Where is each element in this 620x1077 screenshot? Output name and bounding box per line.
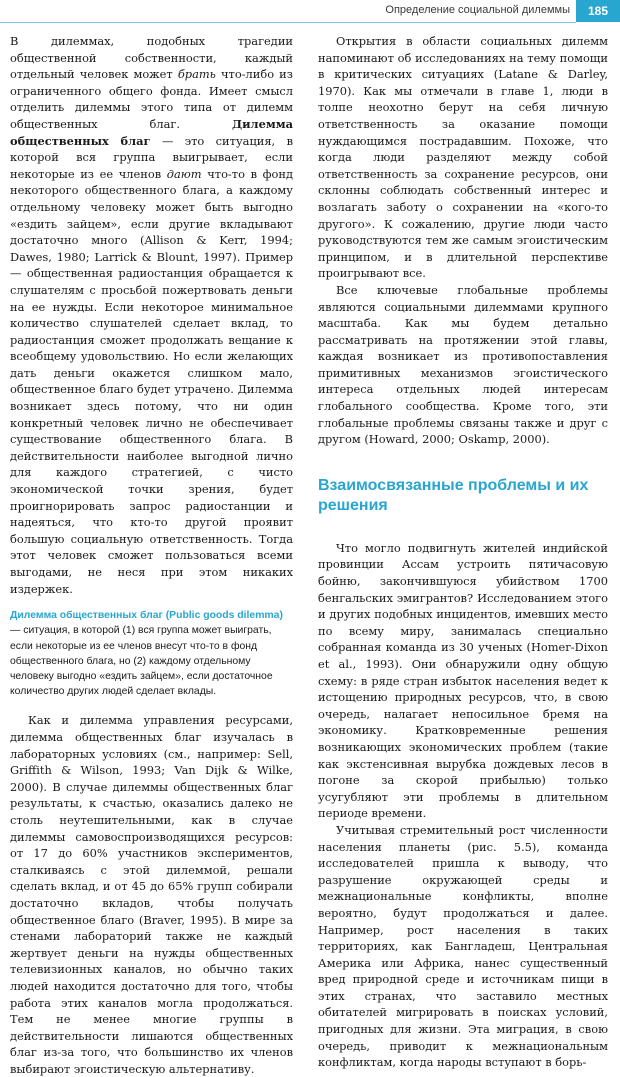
header-divider: [0, 22, 576, 23]
paragraph-helping-research: Открытия в области социальных дилемм напоминают об исследованиях на тему помощи в критических ситуациях (Latane & Darley, 1970). Как мы отмечали в главе 1, люди в толпе неохотно берут на себя личную ответственность за оказание помощи нуждающимся пострадавшим. Похоже, что когда люди разделяют между собой ответственность за сохранение ресурсов, они склонны соблюдать собственный интерес и возлагать заботу о сохранении на «кого-то другого». К сожалению, другие люди часто руководствуются тем же самым эгоистическим принципом, и в длительной перспективе проигрывают все.: [318, 34, 608, 281]
glossary-term: Дилемма общественных благ (Public goods dilemma): [10, 610, 283, 622]
running-header: [0, 0, 620, 24]
paragraph-population-growth: Учитывая стремительный рост численности населения планеты (рис. 5.5), команда исследователей пришла к выводу, что разрушение окружающей среды и межнациональные конфликты, вполне вероятно, будут продолжаться и далее. Например, рост населения в таких территориях, как Бангладеш, Центральная Америка или Африка, нанес существенный вред природной среде и источникам пищи в этих странах, что заставило местных обитателей мигрировать в поисках условий, пригодных для жизни. Эта миграция, в свою очередь, приводит к межнациональным конфликтам, когда народы вступают в борь-: [318, 822, 608, 1070]
glossary-definition-box: [10, 608, 293, 699]
paragraph-assam-case: Что могло подвигнуть жителей индийской провинции Ассам устроить пятичасовую бойню, закончившуюся убийством 1700 бенгальских эмигрантов? Исследованием этого и других подобных инцидентов, имевших место по всему миру, занималась специально собранная команда из 30 ученых (Homer-Dixon et al., 1993). Они обнаружили одну общую схему: в ряде стран избыток населения ведет к истощению природных ресурсов, что, в свою очередь, налагает непосильное бремя на экономику. Кратковременные решения возникающих экономических проблем (такие как экстенсивная вырубка дождевых лесов в погоне за скорой прибылью) только усугубляют эти проблемы в длительном периоде времени.: [318, 540, 608, 821]
paragraph-lab-studies: Как и дилемма управления ресурсами, дилемма общественных благ изучалась в лабораторных условиях (см., например: Sell, Griffith & Wilson, 1993; Van Dijk & Wilke, 2000). В случае дилеммы общественных благ результаты, к счастью, оказались далеко не столь неутешительными, как в случае дилеммы самовоспроизводящихся ресурсов: от 17 до 60% участников экспериментов, сталкиваясь с этой дилеммой, решали сделать вклад, и от 45 до 65% групп собирали достаточно вкладов, чтобы получать общественное благо (Braver, 1995). В мире за стенами лабораторий также не каждый жертвует деньги на нужды общественных телевизионных каналов, но обычно таких людей находится достаточно для того, чтобы работа этих каналов могла продолжаться. Тем не менее многие группы в действительности лишаются общественных благ из-за того, что большинство их членов выбирают эгоистическую альтернативу.: [10, 713, 293, 1076]
page-number-badge: 185: [576, 0, 620, 22]
paragraph-public-goods-intro: В дилеммах, подобных трагедии общественной собственности, каждый отдельный человек может брать что-либо из ограниченного общего фонда. Имеет смысл отделить дилеммы этого типа от дилемм общественных благ. Дилемма общественных благ — это ситуация, в которой вся группа выигрывает, если некоторые из ее членов дают что-то в фонд некоторого общественного блага, а каждому отдельному человеку может быть выгодно «ездить зайцем», если другие вкладывают достаточно много (Allison & Kerr, 1994; Dawes, 1980; Larrick & Blount, 1997). Пример — общественная радиостанция обращается к слушателям с просьбой пожертвовать деньги на ее нужды. Если некоторое минимальное количество слушателей сделает вклад, то радиостанция сможет продолжать вещание к всеобщему удовольствию. Но если желающих дать деньги окажется слишком мало, общественное благо будет утрачено. Дилемма возникает здесь потому, что ни один конкретный человек лично не обеспечивает существование общественного блага. В действительности наиболее выгодной лично для каждого стратегией, с чисто экономической точки зрения, будет проигнорировать запрос радиостанции и надеяться, что кто-то другой проявит большую социальную ответственность. Тогда этот человек сможет пользоваться всеми выгодами, не неся при этом никаких издержек.: [10, 34, 293, 596]
term-public-goods-dilemma: Дилемма общественных благ: [10, 116, 293, 148]
glossary-text: — ситуация, в которой (1) вся группа может выиграть, если некоторые из ее членов внесут что-то в фонд общественного блага, но (2) каждому отдельному человеку выгодно «ездить зайцем», если достаточное количество других людей сделает вклады.: [10, 625, 273, 698]
paragraph-global-problems: Все ключевые глобальные проблемы являются социальными дилеммами крупного масштаба. Как мы будем детально рассматривать на протяжении этой главы, каждая возникает из противопоставления примитивных механизмов эгоистического интереса отдельных людей интересам глобального сообщества. Кроме того, эти глобальные проблемы связаны также и друг с другом (Howard, 2000; Oskamp, 2000).: [318, 282, 608, 447]
left-column: [10, 33, 293, 1077]
section-heading: Взаимосвязанные проблемы и их решения: [318, 476, 589, 514]
running-header-title: Определение социальной дилеммы: [385, 4, 570, 16]
right-column: [318, 33, 608, 1071]
